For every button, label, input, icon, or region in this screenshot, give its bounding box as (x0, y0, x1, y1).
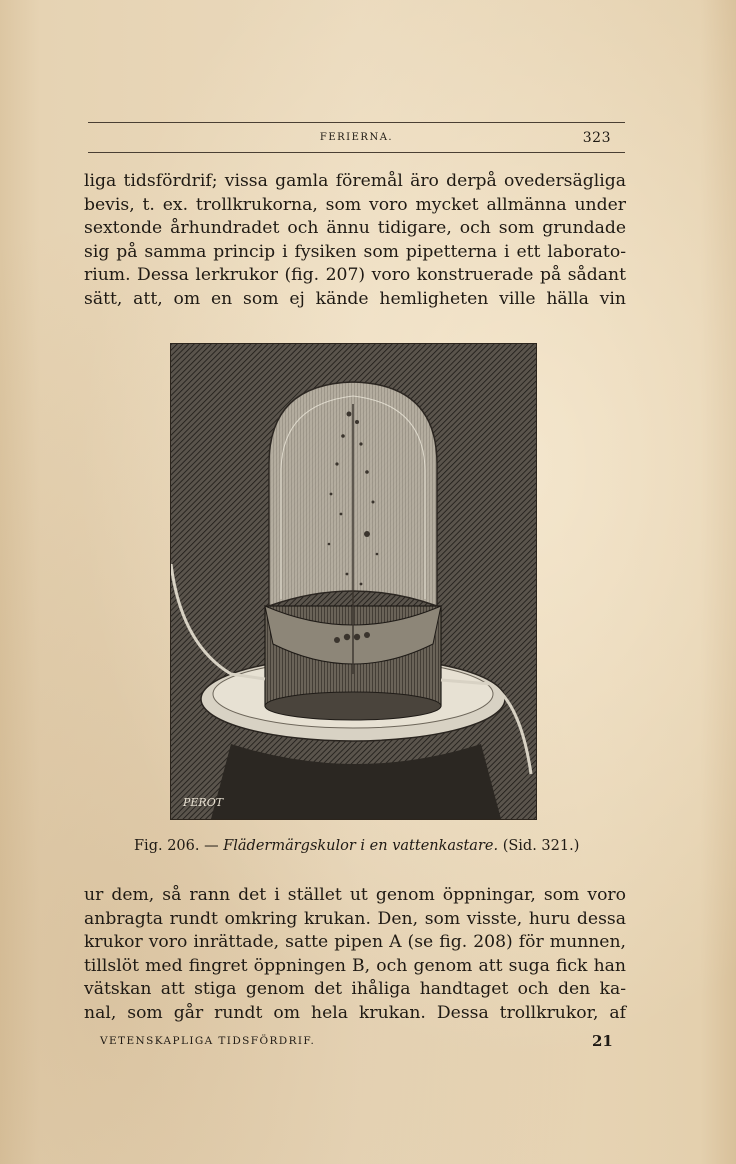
text-line: sig på samma princip i fysiken som pipetterna i ett laborato- (84, 241, 626, 262)
text-line: ur dem, så rann det i stället ut genom öppningar, som voro (84, 885, 626, 905)
signature-number: 21 (592, 1032, 613, 1050)
text-line: krukor voro inrättade, satte pipen A (se fig. 208) för munnen, (84, 932, 626, 952)
signature-mark: VETENSKAPLIGA TIDSFÖRDRIF. (100, 1035, 316, 1047)
text-line: liga tidsfördrif; vissa gamla föremål äro derpå ovedersägliga (84, 171, 626, 191)
caption-title: Flädermärgskulor i en vattenkastare. (223, 838, 499, 854)
running-head (88, 130, 625, 148)
bell-jar-engraving (171, 344, 536, 819)
paragraph-top (84, 170, 626, 311)
header-rule-top (88, 122, 625, 123)
text-line: tillslöt med fingret öppningen B, och genom att suga fick han (84, 955, 626, 976)
text-line: nal, som går rundt om hela krukan. Dessa trollkrukor, af (84, 1002, 626, 1023)
caption-reference: (Sid. 321.) (502, 838, 580, 854)
caption-label: Fig. 206. — (134, 838, 219, 854)
paragraph-bottom (84, 884, 626, 1025)
text-line: bevis, t. ex. trollkrukorna, som voro mycket allmänna under (84, 194, 626, 215)
text-line: anbragta rundt omkring krukan. Den, som visste, huru dessa (84, 908, 626, 929)
text-line: vätskan att stiga genom det ihåliga handtaget och den ka- (84, 979, 626, 999)
text-line: rium. Dessa lerkrukor (fig. 207) voro konstruerade på sådant (84, 265, 626, 285)
text-line: sextonde århundradet och ännu tidigare, och som grundade (84, 218, 626, 238)
text-line: sätt, att, om en som ej kände hemligheten ville hälla vin (84, 288, 626, 309)
running-title: FERIERNA. (319, 132, 394, 143)
engraver-signature: PEROT (183, 796, 224, 809)
figure-caption (134, 838, 594, 854)
page-number: 323 (582, 130, 611, 146)
basin-bottom (265, 692, 441, 720)
header-rule-bottom (88, 152, 625, 153)
engraving-figure (170, 343, 537, 820)
